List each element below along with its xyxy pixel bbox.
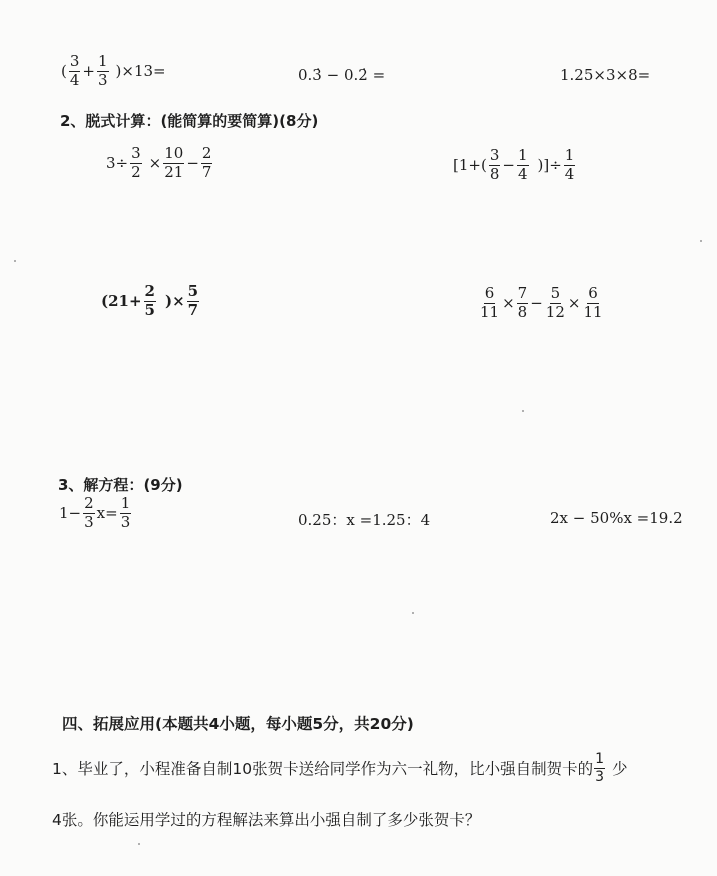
fraction: $\frac{1}{4}$ <box>517 146 528 183</box>
expression-q2-1: 3÷ $\frac{3}{2}$ × $\frac{10}{21}$ − $\frac{2}{7}$ <box>106 144 212 181</box>
equation-q3-2: 0.25：x =1.25：4 <box>298 511 431 529</box>
fraction: $\frac{3}{8}$ <box>489 146 500 183</box>
fraction: $\frac{1}{3}$ <box>120 494 131 531</box>
fraction: $\frac{3}{4}$ <box>69 52 80 89</box>
fraction: $\frac{6}{11}$ <box>480 284 500 321</box>
scan-speck <box>14 260 16 262</box>
fraction: $\frac{7}{8}$ <box>517 284 528 321</box>
expression-q2-4: $\frac{6}{11}$ × $\frac{7}{8}$ − $\frac{5}{12}$ × $\frac{6}{11}$ <box>480 284 603 321</box>
fraction: $\frac{6}{11}$ <box>583 284 603 321</box>
fraction: $\frac{5}{12}$ <box>545 284 565 321</box>
scan-speck <box>700 240 702 242</box>
fraction: $\frac{5}{7}$ <box>187 282 199 319</box>
fraction: $\frac{2}{5}$ <box>144 282 155 319</box>
expression-row1-3: 1.25×3×8= <box>560 66 651 84</box>
expression-row1-2: 0.3̇ − 0.2̇ = <box>298 66 386 84</box>
section-4-heading: 四、拓展应用(本题共4小题，每小题5分，共20分) <box>62 715 414 733</box>
fraction: $\frac{1}{4}$ <box>564 146 575 183</box>
question-2-heading: 2、脱式计算：(能简算的要简算)(8分) <box>60 112 319 130</box>
scan-speck <box>138 843 140 845</box>
fraction: $\frac{10}{21}$ <box>164 144 184 181</box>
fraction: $\frac{2}{3}$ <box>84 494 94 531</box>
word-problem-1-line1: 1、毕业了，小程准备自制10张贺卡送给同学作为六一礼物，比小强自制贺卡的 $\frac{1}{3}$ 少 <box>52 751 628 785</box>
question-3-heading: 3、解方程：(9分) <box>58 476 183 494</box>
fraction: $\frac{2}{7}$ <box>201 144 212 181</box>
expression-q2-3: (21+ $\frac{2}{5}$ )× $\frac{5}{7}$ <box>101 282 199 319</box>
fraction: $\frac{1}{3}$ <box>595 751 605 785</box>
scan-speck <box>522 410 524 412</box>
scan-speck <box>412 612 414 614</box>
fraction: $\frac{3}{2}$ <box>131 144 141 181</box>
equation-q3-1: 1− $\frac{2}{3}$ x= $\frac{1}{3}$ <box>59 494 131 531</box>
fraction: $\frac{1}{3}$ <box>97 52 108 89</box>
expression-q2-2: [1+( $\frac{3}{8}$ − $\frac{1}{4}$ )]÷ $\frac{1}{4}$ <box>453 146 575 183</box>
expression-row1-1: ( $\frac{3}{4}$ + $\frac{1}{3}$ )×13= <box>61 52 166 89</box>
equation-q3-3: 2x − 50%x =19.2 <box>550 509 683 527</box>
word-problem-1-line2: 4张。你能运用学过的方程解法来算出小强自制了多少张贺卡？ <box>52 811 481 829</box>
